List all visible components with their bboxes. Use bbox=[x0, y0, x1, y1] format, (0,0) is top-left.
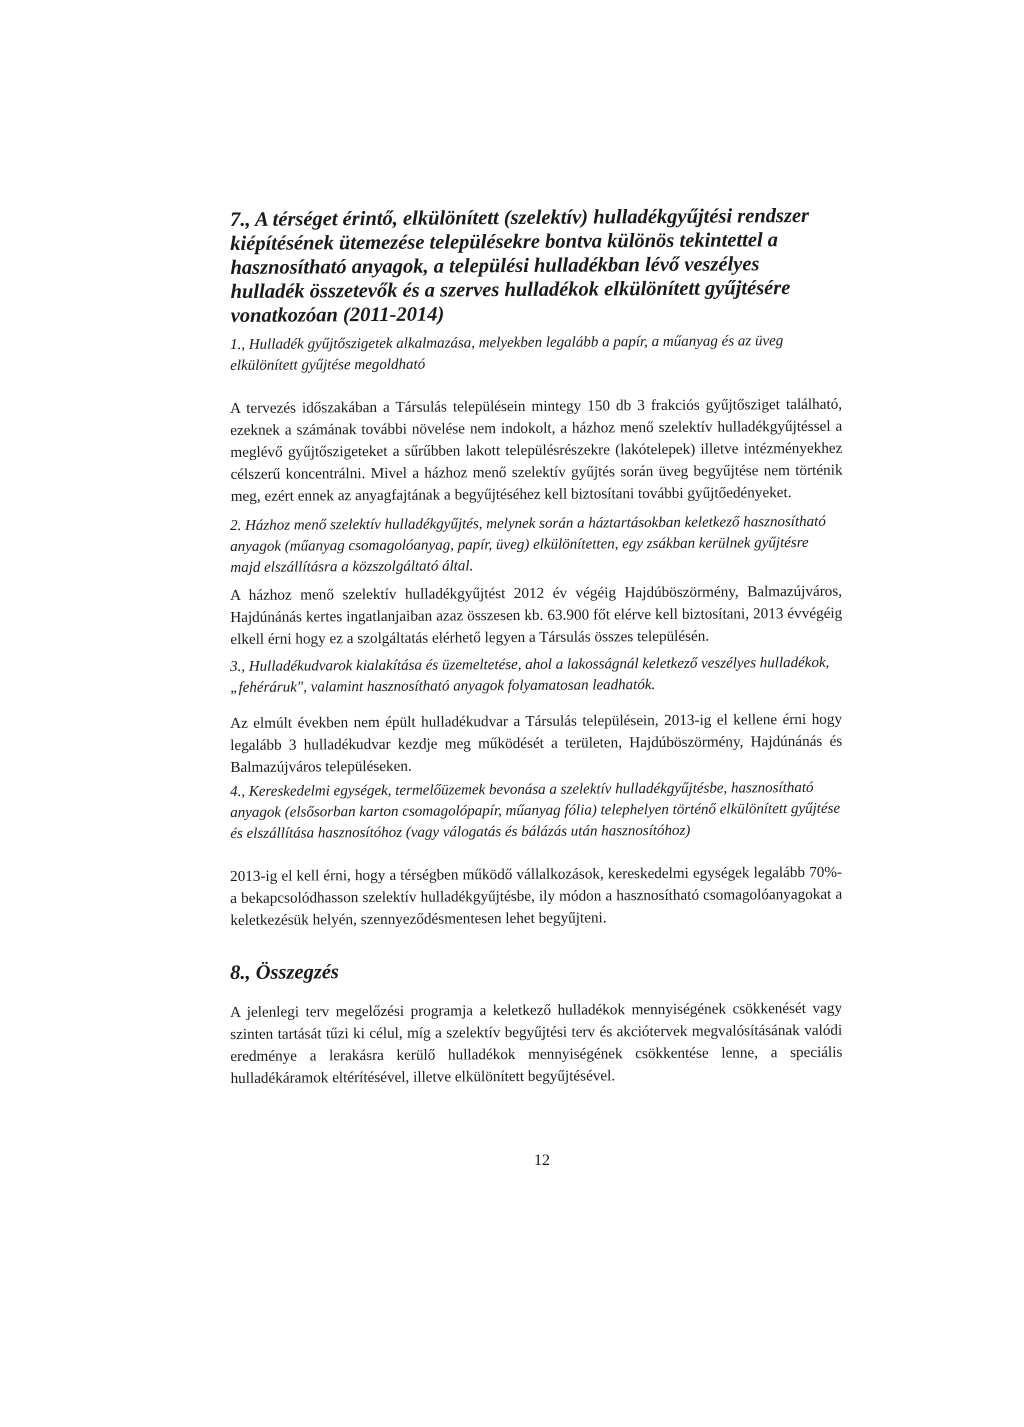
item-1-heading: 1., Hulladék gyűjtőszigetek alkalmazása, melyekben legalább a papír, a műanyag és az üveg elkülönített gyűjtése megoldható bbox=[230, 333, 784, 374]
item-4-heading: 4., Kereskedelmi egységek, termelőüzemek bevonása a szelektív hulladékgyűjtésbe, hasznosítható anyagok (elsősorban karton csomagolópapír, műanyag fólia) telephelyen történő elkülönített gyűjtése és elszállítása hasznosítóhoz (vagy válogatás és bálázás után hasznosítóhoz) bbox=[230, 779, 841, 842]
section-8-title: 8., Összegzés bbox=[230, 961, 339, 984]
item-2-heading: 2. Házhoz menő szelektív hulladékgyűjtés, melynek során a háztartásokban keletkező hasznosítható anyagok (műanyag csomagolóanyag, papír, üveg) elkülönítetten, egy zsákban kerülnek gyűjtésre majd elszállításra a közszolgáltató által. bbox=[230, 513, 826, 576]
item-3-body: Az elmúlt években nem épült hulladékudvar a Társulás településein, 2013-ig el kellene érni hogy legalább 3 hulladékudvar kezdje meg működését a területen, Hajdúböszörmény, Hajdúnánás és Balmazújváros településeken. bbox=[230, 710, 843, 776]
section-8-body: A jelenlegi terv megelőzési programja a keletkező hulladékok mennyiségének csökkenését vagy szinten tartását tűzi ki célul, míg a szelektív begyűjtési terv és akciótervek megvalósításának valódi eredménye a lerakásra kerülő hulladékok mennyiségének csökkentése lenne, a speciális hulladékáramok eltérítésével, illetve elkülönített begyűjtésével. bbox=[230, 999, 843, 1087]
item-1-body: A tervezés időszakában a Társulás településein mintegy 150 db 3 frakciós gyűjtősziget található, ezeknek a számának további növelése nem indokolt, a házhoz menő szelektív hulladékgyűjtéssel a meglévő gyűjtőszigeteket a sűrűbben lakott településrészekre (lakótelepek) illetve intézményekhez célszerű koncentrálni. Mivel a házhoz menő szelektív gyűjtés során üveg begyűjtése nem történik meg, ezért ennek az anyagfajtának a begyűjtéséhez kell biztosítani további gyűjtőedényeket. bbox=[230, 395, 843, 505]
item-2-body: A házhoz menő szelektív hulladékgyűjtést 2012 év végéig Hajdúböszörmény, Balmazújváros, Hajdúnánás kertes ingatlanjaiban azaz összesen kb. 63.900 főt elérve kell biztosítani, 2013 évvégéig elkell érni hogy ez a szolgáltatás elérhető legyen a Társulás összes településén. bbox=[230, 582, 843, 648]
item-3-heading: 3., Hulladékudvarok kialakítása és üzemeltetése, ahol a lakosságnál keletkező veszélyes hulladékok, „fehéráruk", valamint hasznosítható anyagok folyamatosan leadhatók. bbox=[230, 654, 830, 696]
item-4-body: 2013-ig el kell érni, hogy a térségben működő vállalkozások, kereskedelmi egységek legalább 70%-a bekapcsolódhasson szelektív hulladékgyűjtésbe, ily módon a hasznosítható csomagolóanyagokat a keletkezésük helyén, szennyeződésmentesen lehet begyűjteni. bbox=[230, 863, 843, 929]
section-7-title: 7., A térséget érintő, elkülönített (szelektív) hulladékgyűjtési rendszer kiépítésének ütemezése településekre bontva különös tekintettel a hasznosítható anyagok, a települési hulladékban lévő veszélyes hulladék összetevők és a szerves hulladékok elkülönített gyűjtésére vonatkozóan (2011-2014) bbox=[230, 204, 810, 327]
page-number: 12 bbox=[534, 1152, 550, 1169]
